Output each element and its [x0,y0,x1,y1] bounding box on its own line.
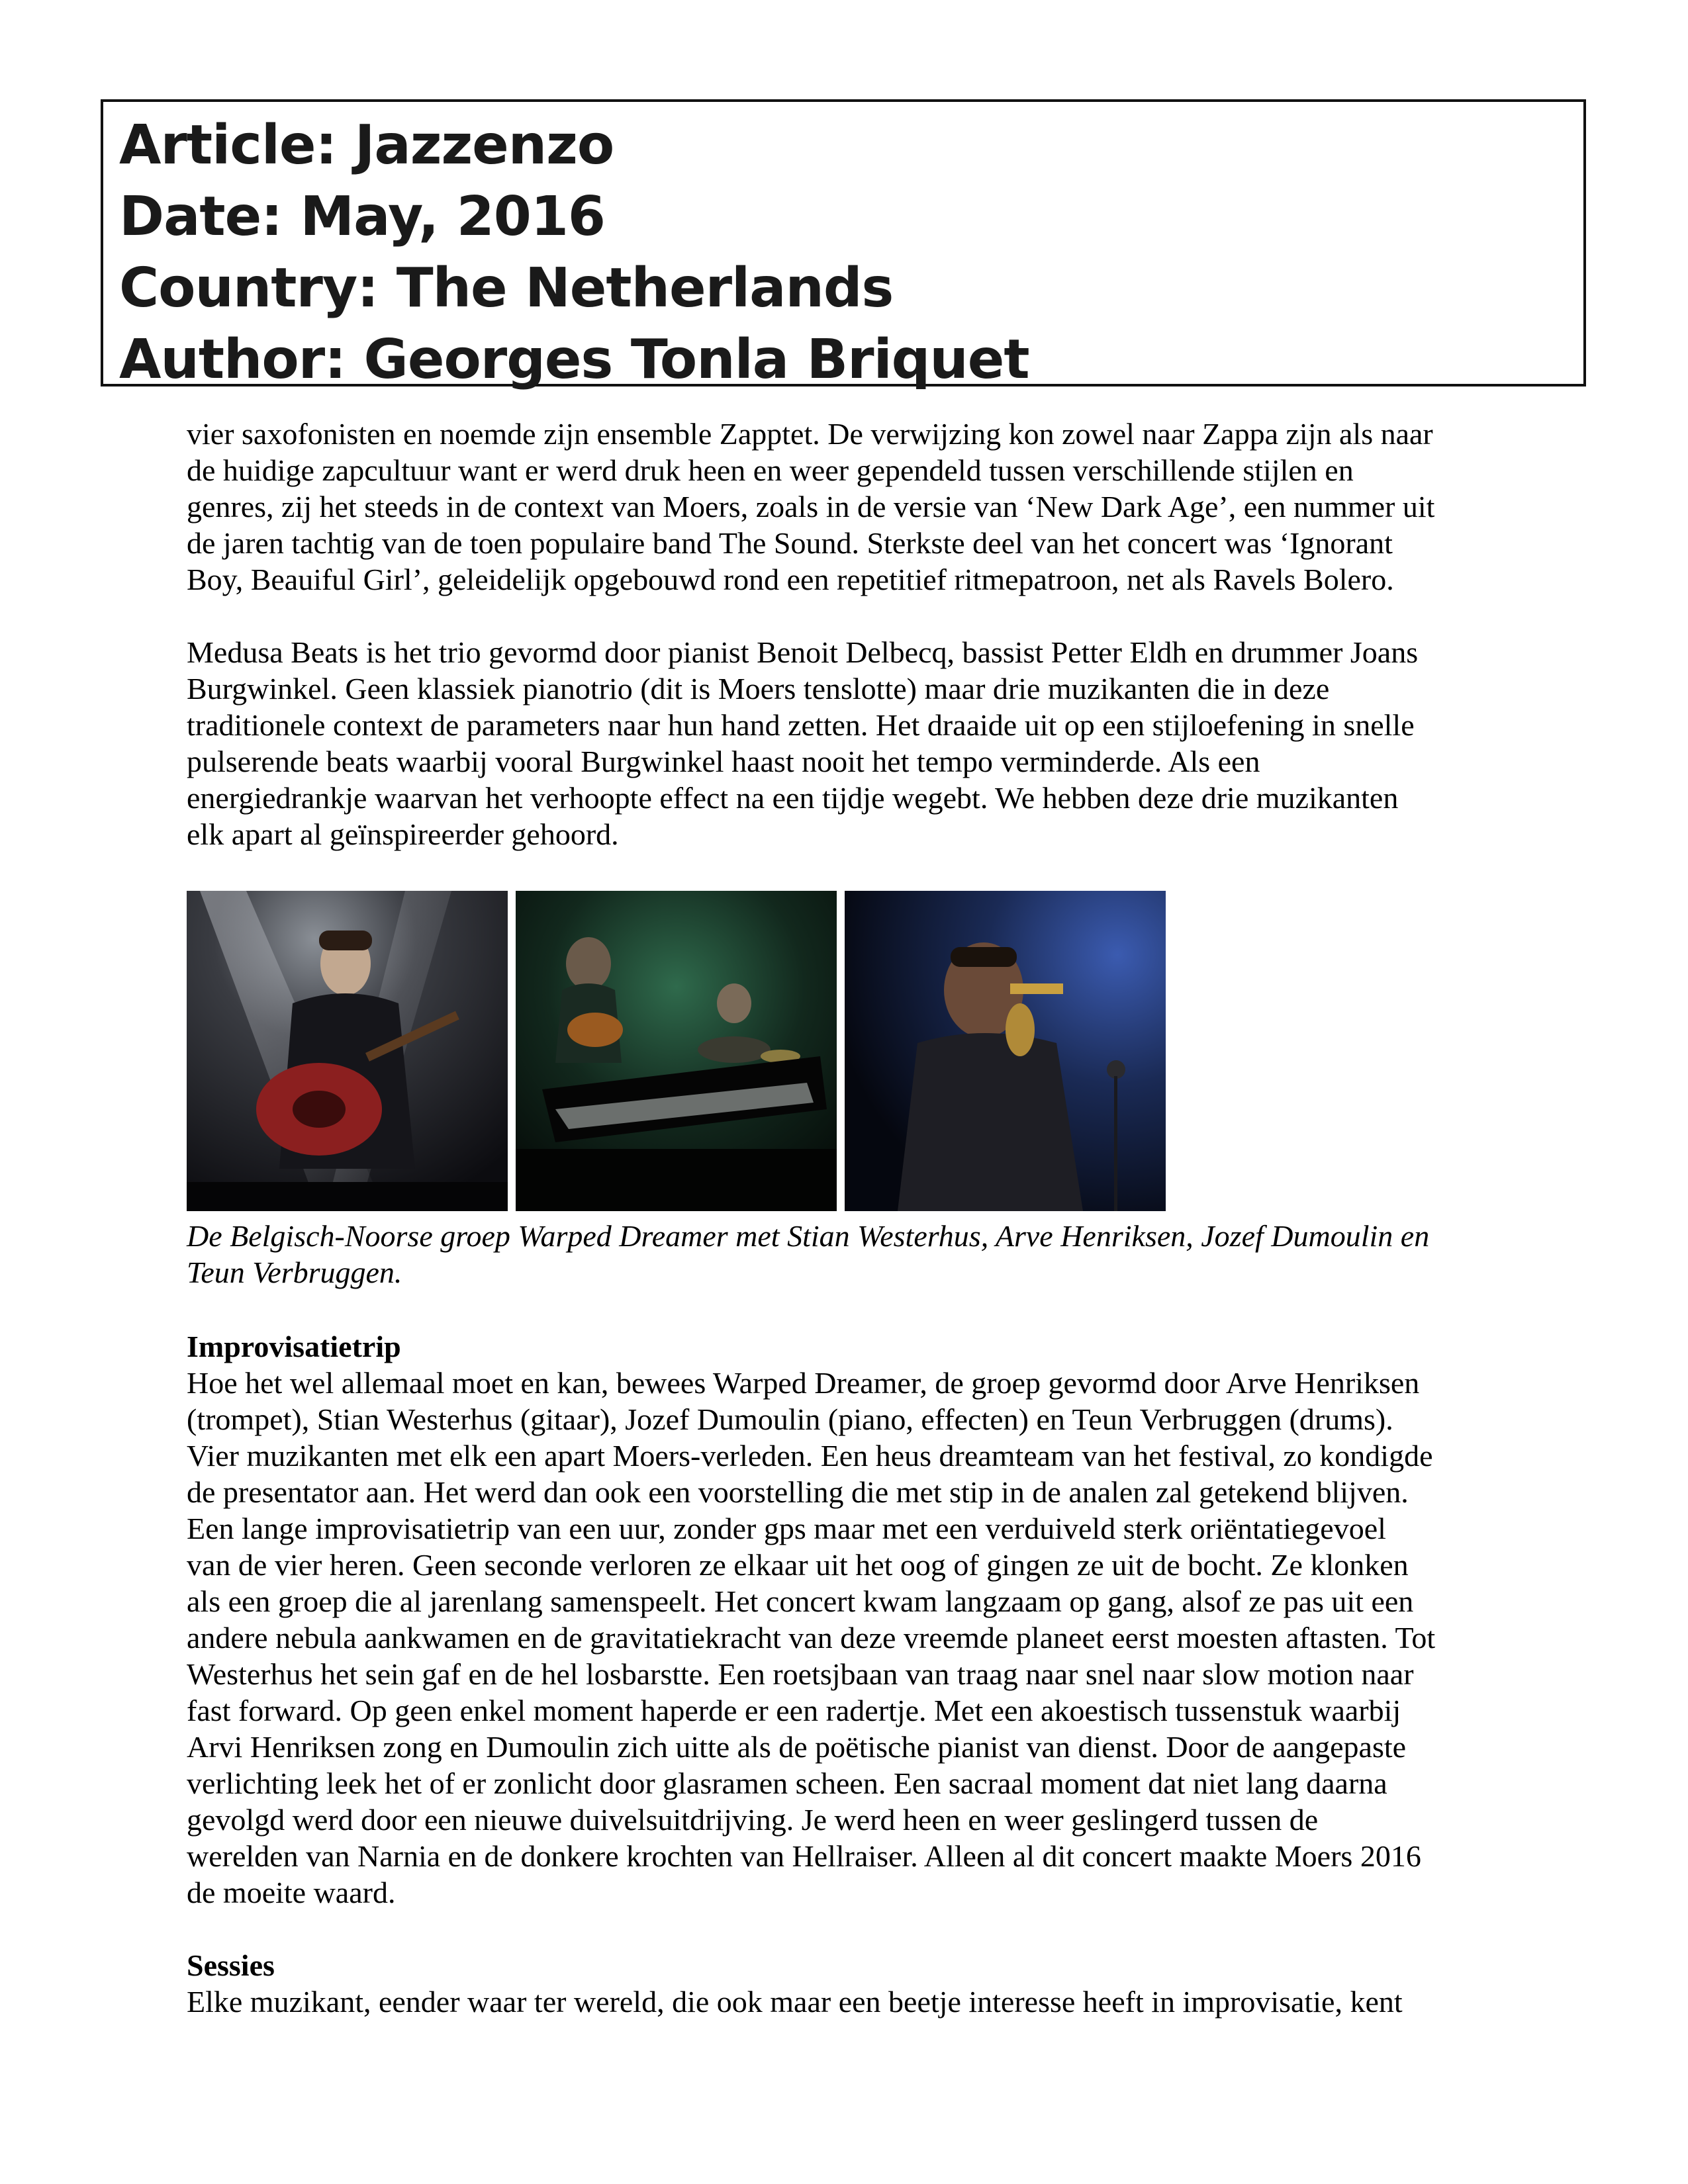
caption-line: Teun Verbruggen. [187,1255,402,1289]
improvisatietrip-paragraph [187,1365,1537,1911]
text-line: werelden van Narnia en de donkere krochten van Hellraiser. Alleen al dit concert maakte Moers 2016 [187,1839,1421,1873]
text-line: genres, zij het steeds in de context van Moers, zoals in de versie van ‘New Dark Age’, een nummer uit [187,490,1435,523]
photo-caption [187,1218,1524,1291]
article-author: Author: Georges Tonla Briquet [119,328,1029,391]
text-line: Medusa Beats is het trio gevormd door pianist Benoit Delbecq, bassist Petter Eldh en drummer Joans [187,635,1419,669]
text-line: pulserende beats waarbij vooral Burgwinkel haast nooit het tempo verminderde. Als een [187,745,1260,778]
article-header-box [101,99,1586,391]
text-line: vier saxofonisten en noemde zijn ensemble Zapptet. De verwijzing kon zowel naar Zappa zijn als naar [187,417,1433,451]
text-line: fast forward. Op geen enkel moment haperde er een radertje. Met een akoestisch tussenstuk waarbij [187,1694,1401,1727]
text-line: als een groep die al jarenlang samenspeelt. Het concert kwam langzaam op gang, alsof ze pas uit een [187,1584,1414,1618]
text-line: Elke muzikant, eender waar ter wereld, die ook maar een beetje interesse heeft in improvisatie, kent [187,1985,1403,2019]
sessies-paragraph [187,1983,1537,2020]
text-line: gevolgd werd door een nieuwe duivelsuitdrijving. Je werd heen en weer geslingerd tussen de [187,1803,1319,1837]
text-line: (trompet), Stian Westerhus (gitaar), Jozef Dumoulin (piano, effecten) en Teun Verbruggen (drums). [187,1402,1393,1436]
text-line: de presentator aan. Het werd dan ook een voorstelling die met stip in de analen zal getekend blijven. [187,1475,1409,1509]
text-line: Boy, Beauiful Girl’, geleidelijk opgebouwd rond een repetitief ritmepatroon, net als Ravels Bolero. [187,563,1394,596]
text-line: de jaren tachtig van de toen populaire band The Sound. Sterkste deel van het concert was ‘Ignorant [187,526,1393,560]
text-line: verlichting leek het of er zonlicht door glasramen scheen. Een sacraal moment dat niet lang daarna [187,1766,1387,1800]
intro-paragraph [187,416,1524,598]
text-line: Een lange improvisatietrip van een uur, zonder gps maar met een verduiveld sterk oriëntatiegevoel [187,1512,1386,1545]
article-body-top [187,416,1524,852]
caption-line: De Belgisch-Noorse groep Warped Dreamer met Stian Westerhus, Arve Henriksen, Jozef Dumoulin en [187,1219,1430,1253]
text-line: Westerhus het sein gaf en de hel losbarstte. Een roetsjbaan van traag naar snel naar slow motion naar [187,1657,1414,1691]
text-line: van de vier heren. Geen seconde verloren ze elkaar uit het oog of gingen ze uit de bocht. Ze klonken [187,1548,1409,1582]
band-stage-photo [516,891,837,1211]
section-heading-sessies: Sessies [187,1948,275,1982]
article-date: Date: May, 2016 [119,185,605,248]
guitarist-photo [187,891,508,1211]
text-line: de moeite waard. [187,1876,396,1909]
photo-strip [187,891,1166,1211]
article-country: Country: The Netherlands [119,257,894,320]
text-line: Vier muzikanten met elk een apart Moers-verleden. Een heus dreamteam van het festival, zo kondigde [187,1439,1433,1473]
medusa-paragraph [187,634,1524,852]
text-line: Arvi Henriksen zong en Dumoulin zich uitte als de poëtische pianist van dienst. Door de aangepaste [187,1730,1407,1764]
text-line: Burgwinkel. Geen klassiek pianotrio (dit is Moers tenslotte) maar drie muzikanten die in deze [187,672,1330,705]
article-title: Article: Jazzenzo [119,114,614,177]
article-body-lower [187,1328,1537,2020]
text-line: de huidige zapcultuur want er werd druk heen en weer gependeld tussen verschillende stijlen en [187,453,1354,487]
trumpeter-photo [845,891,1166,1211]
text-line: elk apart al geïnspireerder gehoord. [187,817,619,851]
text-line: Hoe het wel allemaal moet en kan, bewees Warped Dreamer, de groep gevormd door Arve Henriksen [187,1366,1420,1400]
section-heading-improvisatietrip: Improvisatietrip [187,1330,401,1363]
text-line: andere nebula aankwamen en de gravitatiekracht van deze vreemde planeet eerst moesten aftasten. Tot [187,1621,1436,1655]
text-line: energiedrankje waarvan het verhoopte effect na een tijdje wegebt. We hebben deze drie muzikanten [187,781,1399,815]
text-line: traditionele context de parameters naar hun hand zetten. Het draaide uit op een stijloefening in snelle [187,708,1415,742]
